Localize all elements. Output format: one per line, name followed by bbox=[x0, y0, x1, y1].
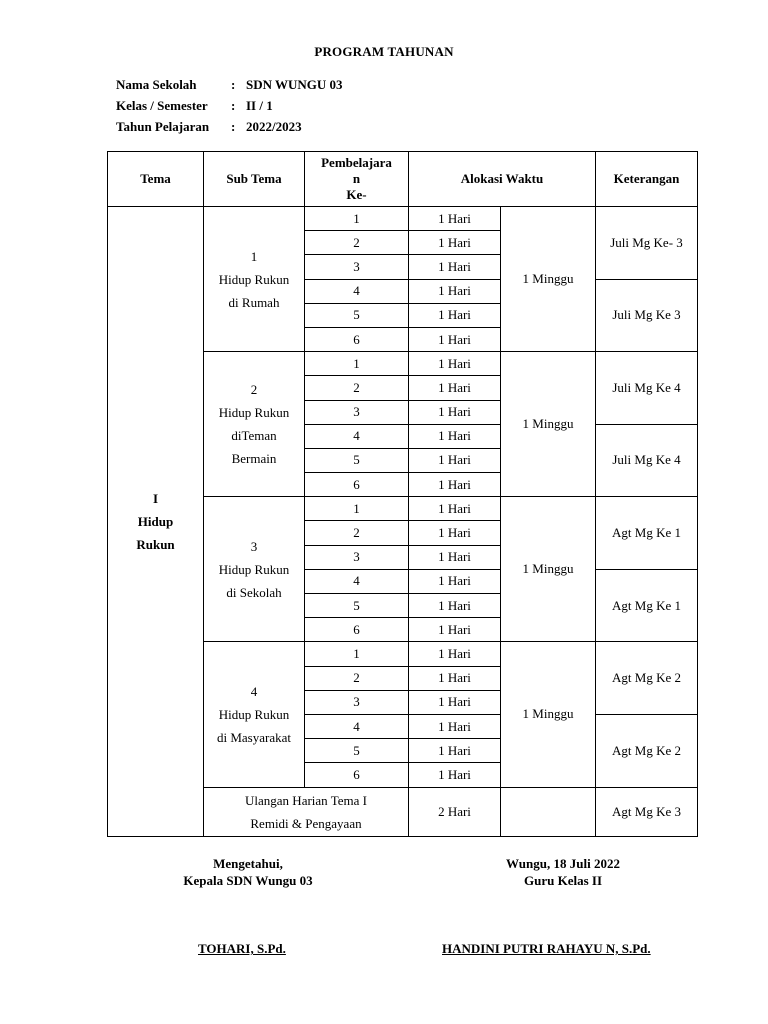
pembelajaran-ke-cell: 1 bbox=[305, 207, 409, 231]
alokasi-hari-cell: 1 Hari bbox=[409, 352, 501, 376]
subtema-name1: Hidup Rukun bbox=[218, 271, 290, 287]
sign-right-line1: Wungu, 18 Juli 2022 bbox=[506, 856, 620, 871]
signature-block-right bbox=[463, 855, 663, 889]
pembelajaran-ke-cell: 2 bbox=[305, 231, 409, 255]
pembelajaran-ke-cell: 1 bbox=[305, 352, 409, 376]
signer-name-left: TOHARI, S.Pd. bbox=[198, 941, 286, 956]
alokasi-hari-cell: 1 Hari bbox=[409, 763, 501, 787]
alokasi-hari-cell: 1 Hari bbox=[409, 376, 501, 400]
keterangan-cell: Agt Mg Ke 1 bbox=[596, 569, 698, 642]
ulangan-keterangan-cell: Agt Mg Ke 3 bbox=[596, 787, 698, 836]
ulangan-cell bbox=[204, 787, 409, 836]
subtema-number: 4 bbox=[250, 683, 258, 699]
alokasi-hari-cell: 1 Hari bbox=[409, 569, 501, 593]
ulangan-line2: Remidi & Pengayaan bbox=[250, 815, 362, 831]
pembelajaran-ke-cell: 5 bbox=[305, 594, 409, 618]
pembelajaran-ke-cell: 5 bbox=[305, 448, 409, 472]
alokasi-hari-cell: 1 Hari bbox=[409, 594, 501, 618]
info-value: 2022/2023 bbox=[246, 119, 302, 134]
info-colon: : bbox=[231, 98, 236, 113]
alokasi-hari-cell: 1 Hari bbox=[409, 497, 501, 521]
tema-cell bbox=[108, 207, 204, 837]
subtema-cell bbox=[204, 207, 305, 352]
subtema-number: 2 bbox=[250, 382, 258, 398]
subtema-name2: di Sekolah bbox=[226, 584, 282, 600]
keterangan-cell: Agt Mg Ke 2 bbox=[596, 642, 698, 715]
header-sub-tema: Sub Tema bbox=[204, 152, 305, 207]
alokasi-hari-cell: 1 Hari bbox=[409, 714, 501, 738]
tema-line2: Hidup bbox=[137, 513, 174, 529]
alokasi-hari-cell: 1 Hari bbox=[409, 424, 501, 448]
tema-line3: Rukun bbox=[136, 536, 175, 552]
alokasi-hari-cell: 1 Hari bbox=[409, 231, 501, 255]
pembelajaran-ke-cell: 3 bbox=[305, 255, 409, 279]
pembelajaran-ke-cell: 2 bbox=[305, 376, 409, 400]
header-pembelajaran bbox=[305, 152, 409, 207]
info-value: SDN WUNGU 03 bbox=[246, 77, 343, 92]
pembelajaran-ke-cell: 1 bbox=[305, 642, 409, 666]
pembelajaran-ke-cell: 6 bbox=[305, 327, 409, 351]
subtema-name1: Hidup Rukun bbox=[218, 561, 290, 577]
pembelajaran-ke-cell: 3 bbox=[305, 545, 409, 569]
pembelajaran-ke-cell: 6 bbox=[305, 473, 409, 497]
subtema-cell bbox=[204, 497, 305, 642]
subtema-name2: diTeman bbox=[231, 428, 277, 444]
header-keterangan: Keterangan bbox=[596, 152, 698, 207]
info-value: II / 1 bbox=[246, 98, 273, 113]
alokasi-hari-cell: 1 Hari bbox=[409, 521, 501, 545]
pembelajaran-ke-cell: 4 bbox=[305, 424, 409, 448]
pembelajaran-ke-cell: 4 bbox=[305, 279, 409, 303]
alokasi-hari-cell: 1 Hari bbox=[409, 739, 501, 763]
alokasi-minggu-cell: 1 Minggu bbox=[501, 642, 596, 787]
alokasi-hari-cell: 1 Hari bbox=[409, 642, 501, 666]
subtema-name2: di Masyarakat bbox=[216, 729, 291, 745]
signature-block-left bbox=[148, 855, 348, 889]
ulangan-hari-cell: 2 Hari bbox=[409, 787, 501, 836]
alokasi-hari-cell: 1 Hari bbox=[409, 448, 501, 472]
keterangan-cell: Juli Mg Ke 4 bbox=[596, 352, 698, 425]
pembelajaran-ke-cell: 4 bbox=[305, 714, 409, 738]
keterangan-cell: Agt Mg Ke 2 bbox=[596, 714, 698, 787]
sign-left-line1: Mengetahui, bbox=[213, 856, 283, 871]
keterangan-cell: Juli Mg Ke- 3 bbox=[596, 207, 698, 280]
alokasi-hari-cell: 1 Hari bbox=[409, 279, 501, 303]
alokasi-hari-cell: 1 Hari bbox=[409, 618, 501, 642]
pembelajaran-ke-cell: 5 bbox=[305, 739, 409, 763]
info-label: Tahun Pelajaran bbox=[116, 119, 210, 134]
header-pembelajaran-line2: n bbox=[352, 171, 361, 186]
keterangan-cell: Juli Mg Ke 4 bbox=[596, 424, 698, 497]
table-header-row bbox=[108, 152, 698, 207]
subtema-number: 1 bbox=[250, 248, 258, 264]
info-colon: : bbox=[231, 77, 236, 92]
subtema-name2: di Rumah bbox=[228, 294, 280, 310]
alokasi-hari-cell: 1 Hari bbox=[409, 207, 501, 231]
ulangan-minggu-cell bbox=[501, 787, 596, 836]
pembelajaran-ke-cell: 6 bbox=[305, 763, 409, 787]
document-title: PROGRAM TAHUNAN bbox=[314, 44, 454, 59]
pembelajaran-ke-cell: 5 bbox=[305, 303, 409, 327]
subtema-name1: Hidup Rukun bbox=[218, 706, 290, 722]
subtema-name1: Hidup Rukun bbox=[218, 405, 290, 421]
header-pembelajaran-line1: Pembelajara bbox=[321, 155, 392, 170]
header-alokasi-waktu: Alokasi Waktu bbox=[409, 152, 596, 207]
pembelajaran-ke-cell: 3 bbox=[305, 690, 409, 714]
pembelajaran-ke-cell: 3 bbox=[305, 400, 409, 424]
pembelajaran-ke-cell: 4 bbox=[305, 569, 409, 593]
alokasi-minggu-cell: 1 Minggu bbox=[501, 497, 596, 642]
header-pembelajaran-line3: Ke- bbox=[346, 187, 367, 202]
tema-line1: I bbox=[152, 490, 159, 506]
ulangan-line1: Ulangan Harian Tema I bbox=[245, 792, 367, 808]
alokasi-hari-cell: 1 Hari bbox=[409, 545, 501, 569]
alokasi-hari-cell: 1 Hari bbox=[409, 255, 501, 279]
info-label: Kelas / Semester bbox=[116, 98, 208, 113]
keterangan-cell: Juli Mg Ke 3 bbox=[596, 279, 698, 352]
sign-right-line2: Guru Kelas II bbox=[523, 873, 602, 888]
alokasi-minggu-cell: 1 Minggu bbox=[501, 352, 596, 497]
alokasi-hari-cell: 1 Hari bbox=[409, 690, 501, 714]
subtema-cell bbox=[204, 352, 305, 497]
header-tema: Tema bbox=[108, 152, 204, 207]
subtema-name3: Bermain bbox=[231, 451, 277, 467]
sign-left-line2: Kepala SDN Wungu 03 bbox=[183, 873, 313, 888]
program-table bbox=[107, 151, 698, 837]
alokasi-hari-cell: 1 Hari bbox=[409, 400, 501, 424]
pembelajaran-ke-cell: 2 bbox=[305, 521, 409, 545]
subtema-cell bbox=[204, 642, 305, 787]
alokasi-hari-cell: 1 Hari bbox=[409, 327, 501, 351]
alokasi-hari-cell: 1 Hari bbox=[409, 473, 501, 497]
subtema-number: 3 bbox=[250, 538, 258, 554]
alokasi-hari-cell: 1 Hari bbox=[409, 303, 501, 327]
table-row bbox=[108, 207, 698, 231]
keterangan-cell: Agt Mg Ke 1 bbox=[596, 497, 698, 570]
alokasi-hari-cell: 1 Hari bbox=[409, 666, 501, 690]
alokasi-minggu-cell: 1 Minggu bbox=[501, 207, 596, 352]
info-label: Nama Sekolah bbox=[116, 77, 197, 92]
signer-name-right: HANDINI PUTRI RAHAYU N, S.Pd. bbox=[442, 941, 651, 956]
info-colon: : bbox=[231, 119, 236, 134]
pembelajaran-ke-cell: 6 bbox=[305, 618, 409, 642]
pembelajaran-ke-cell: 1 bbox=[305, 497, 409, 521]
pembelajaran-ke-cell: 2 bbox=[305, 666, 409, 690]
